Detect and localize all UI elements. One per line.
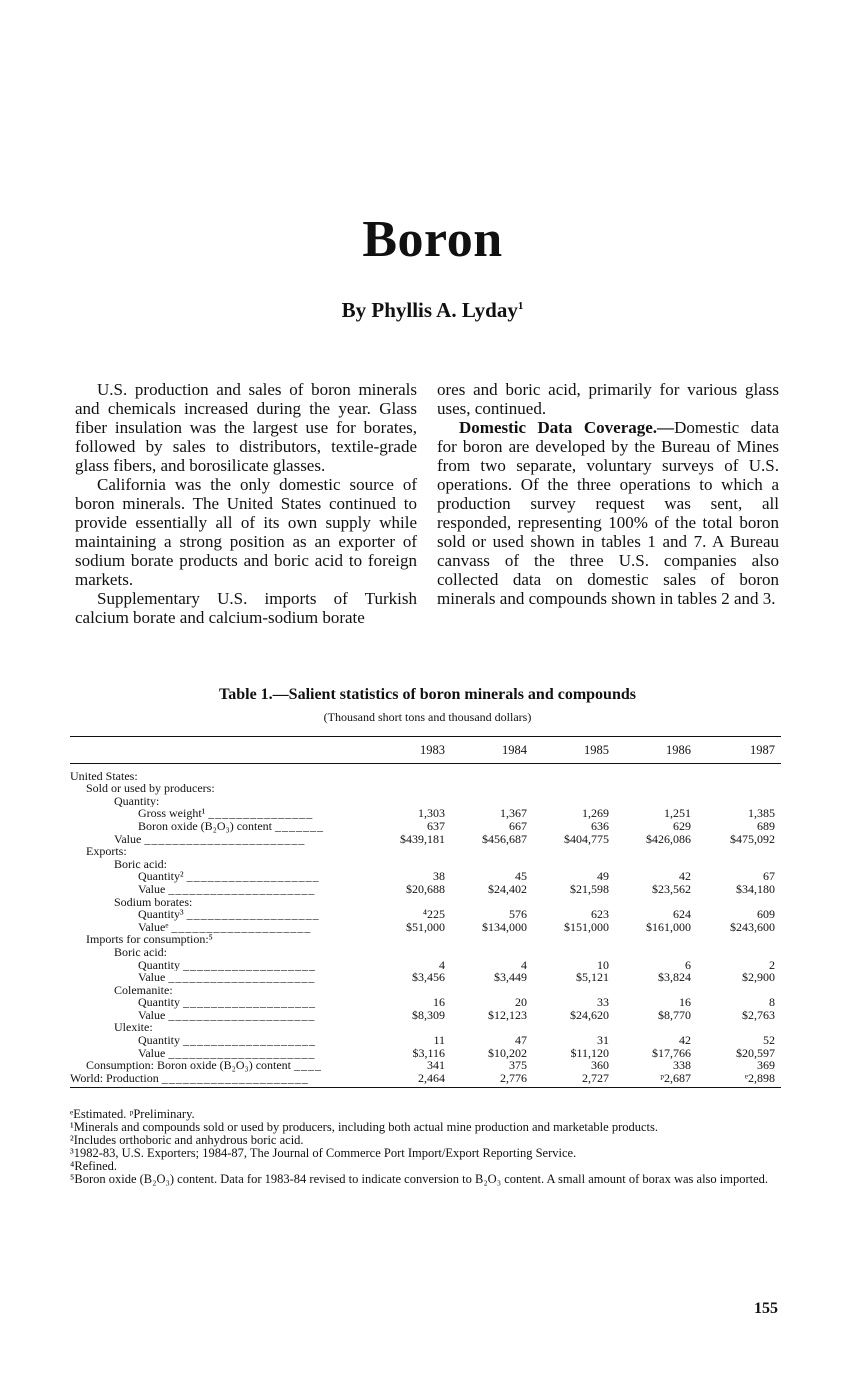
value-cell <box>451 763 533 782</box>
value-cell: 47 <box>515 1033 527 1048</box>
value-cell: $3,824 <box>658 970 691 985</box>
header-year: 1986 <box>615 737 697 764</box>
paragraph-domestic-source: California was the only domestic source of boron minerals. The United States continued to provide essentially all of its own supply while maintaining a strong position as an exporter of sodium borate products and boric acid to foreign markets. <box>75 475 417 589</box>
footnote: ⁵Boron oxide (B₂O₃) content. Data for 1983-84 revised to indicate conversion to B₂O₃ content. A small amount of borax was also imported. <box>70 1172 769 1186</box>
row-label-cell <box>70 1072 371 1088</box>
value-cell: 341 <box>427 1058 445 1073</box>
leader-dots: ___________________ <box>186 908 320 921</box>
value-cell: $20,597 <box>736 1045 775 1060</box>
row-label-cell <box>70 795 371 808</box>
paragraph-production: U.S. production and sales of boron minerals and chemicals increased during the year. Glass fiber insulation was the largest use for borates, followed by sales to distributors, textile-grade glass fibers, and borosilicate glasses. <box>75 380 417 475</box>
value-cell: 33 <box>597 995 609 1010</box>
leader-dots: _____________________ <box>168 1046 316 1060</box>
row-label: Sold or used by producers: <box>86 782 215 795</box>
value-cell <box>371 763 451 782</box>
value-cell <box>697 782 781 795</box>
value-cell <box>697 933 781 946</box>
table-row <box>70 984 781 997</box>
row-label-cell <box>70 984 371 997</box>
leader-dots: ___________________ <box>183 996 316 1009</box>
value-cell <box>533 933 615 946</box>
value-cell <box>615 782 697 795</box>
value-cell <box>533 845 615 858</box>
row-label: Boric acid: <box>114 857 167 871</box>
row-label-cell <box>70 1047 371 1060</box>
value-cell <box>451 946 533 959</box>
leader-dots: _____________________ <box>161 1071 309 1085</box>
value-cell: $2,900 <box>742 970 775 985</box>
table-row <box>70 921 781 934</box>
value-cell <box>697 845 781 858</box>
row-label: Value <box>114 832 142 846</box>
value-cell: 1,385 <box>748 806 775 821</box>
row-label-cell <box>70 959 371 972</box>
leader-dots: ____________________ <box>171 920 312 934</box>
value-cell: $34,180 <box>736 881 775 896</box>
row-label: Ulexite: <box>114 1021 153 1035</box>
value-cell <box>371 782 451 795</box>
table-row <box>70 833 781 846</box>
value-cell: 49 <box>597 869 609 884</box>
value-cell: 667 <box>509 818 527 833</box>
leader-dots: _______ <box>275 819 325 833</box>
value-cell: ᵖ2,687 <box>615 1072 697 1088</box>
table-row <box>70 971 781 984</box>
header-year: 1983 <box>371 737 451 764</box>
value-cell: $151,000 <box>564 919 609 934</box>
value-cell: 2,776 <box>451 1072 533 1088</box>
leader-dots: ___________________ <box>183 958 316 972</box>
value-cell <box>533 782 615 795</box>
table-row <box>70 996 781 1009</box>
leader-dots: _____________________ <box>168 1008 316 1022</box>
table-row <box>70 1009 781 1022</box>
value-cell <box>533 946 615 959</box>
value-cell: $426,086 <box>646 831 691 846</box>
data-coverage-heading: Domestic Data Coverage.— <box>459 418 675 437</box>
value-cell: 2 <box>769 957 775 972</box>
value-cell: $21,598 <box>570 881 609 896</box>
page-number: 155 <box>754 1300 778 1317</box>
row-label: Imports for consumption:⁵ <box>86 933 213 946</box>
header-year: 1984 <box>451 737 533 764</box>
row-label: Quantity <box>138 1034 180 1047</box>
value-cell <box>451 782 533 795</box>
value-cell <box>371 946 451 959</box>
value-cell: 360 <box>591 1058 609 1073</box>
row-label-cell <box>70 763 371 782</box>
value-cell: 637 <box>427 818 445 833</box>
row-label-cell <box>70 933 371 946</box>
leader-dots: ___________________ <box>186 870 320 883</box>
row-label-cell <box>70 971 371 984</box>
value-cell <box>451 845 533 858</box>
value-cell: $24,402 <box>488 881 527 896</box>
table-row <box>70 820 781 833</box>
value-cell: 67 <box>763 869 775 884</box>
value-cell: ᵉ2,898 <box>697 1072 781 1088</box>
value-cell: 20 <box>515 995 527 1010</box>
value-cell <box>697 763 781 782</box>
value-cell: $12,123 <box>488 1007 527 1022</box>
row-label: Quantity³ <box>138 908 184 921</box>
chapter-title: Boron <box>362 211 503 268</box>
paragraph-data-coverage <box>437 418 779 608</box>
row-label-cell <box>70 896 371 909</box>
value-cell: 8 <box>769 995 775 1010</box>
row-label-cell <box>70 883 371 896</box>
value-cell: 629 <box>673 818 691 833</box>
value-cell: $11,120 <box>570 1045 609 1060</box>
leader-dots: ____ <box>294 1059 323 1072</box>
value-cell <box>533 763 615 782</box>
header-label-cell <box>70 737 371 764</box>
value-cell: $5,121 <box>576 970 609 985</box>
value-cell: 609 <box>757 907 775 922</box>
value-cell: $243,600 <box>730 919 775 934</box>
value-cell: 16 <box>433 995 445 1010</box>
table-row <box>70 782 781 795</box>
row-label-cell <box>70 807 371 820</box>
footnote: ¹Minerals and compounds sold or used by producers, including both actual mine production and marketable products. <box>70 1120 658 1134</box>
value-cell: 42 <box>679 1033 691 1048</box>
value-cell: 338 <box>673 1058 691 1073</box>
value-cell: $161,000 <box>646 919 691 934</box>
value-cell: $51,000 <box>406 919 445 934</box>
value-cell: $3,449 <box>494 970 527 985</box>
value-cell <box>451 933 533 946</box>
footnote: ²Includes orthoboric and anhydrous boric acid. <box>70 1133 304 1147</box>
row-label: World: Production <box>70 1071 159 1085</box>
leader-dots: ___________________ <box>183 1034 316 1047</box>
table-subtitle: (Thousand short tons and thousand dollars) <box>323 710 532 724</box>
row-label-cell <box>70 845 371 858</box>
value-cell <box>615 845 697 858</box>
row-label-cell <box>70 996 371 1009</box>
row-label-cell <box>70 1009 371 1022</box>
table-row <box>70 1034 781 1047</box>
value-cell: ⁴225 <box>422 907 445 922</box>
left-text-column <box>75 380 417 627</box>
row-label-cell <box>70 858 371 871</box>
value-cell <box>615 763 697 782</box>
row-label-cell <box>70 820 371 833</box>
row-label: Gross weight¹ <box>138 807 206 820</box>
value-cell: 52 <box>763 1033 775 1048</box>
row-label: Sodium borates: <box>114 895 193 909</box>
value-cell <box>615 933 697 946</box>
value-cell: 42 <box>679 869 691 884</box>
value-cell <box>371 933 451 946</box>
row-label: Quantity² <box>138 870 184 883</box>
row-label: United States: <box>70 768 138 783</box>
table-row <box>70 883 781 896</box>
value-cell: 2,464 <box>371 1072 451 1088</box>
row-label-cell <box>70 1059 371 1072</box>
value-cell: 4 <box>521 957 527 972</box>
table-title: Table 1.—Salient statistics of boron minerals and compounds <box>219 686 636 703</box>
table-row <box>70 946 781 959</box>
row-label: Value <box>138 971 166 984</box>
value-cell: $2,763 <box>742 1007 775 1022</box>
row-label: Quantity <box>138 996 180 1009</box>
value-cell: $23,562 <box>652 881 691 896</box>
value-cell: 623 <box>591 907 609 922</box>
value-cell: 4 <box>439 957 445 972</box>
value-cell: $475,092 <box>730 831 775 846</box>
row-label: Boric acid: <box>114 945 167 959</box>
value-cell: 6 <box>685 957 691 972</box>
header-year: 1985 <box>533 737 615 764</box>
value-cell <box>697 946 781 959</box>
author-byline <box>0 298 850 323</box>
table-row <box>70 908 781 921</box>
value-cell: 31 <box>597 1033 609 1048</box>
table-row <box>70 1021 781 1034</box>
value-cell <box>371 845 451 858</box>
value-cell: 1,367 <box>500 806 527 821</box>
table-row <box>70 1059 781 1072</box>
table-header-row <box>70 737 781 764</box>
value-cell: $20,688 <box>406 881 445 896</box>
value-cell: $24,620 <box>570 1007 609 1022</box>
footnote: ³1982-83, U.S. Exporters; 1984-87, The Journal of Commerce Port Import/Export Reporting Service. <box>70 1146 577 1160</box>
value-cell: 1,269 <box>582 806 609 821</box>
value-cell <box>615 946 697 959</box>
value-cell: $3,456 <box>412 970 445 985</box>
row-label-cell <box>70 1034 371 1047</box>
row-label-cell <box>70 833 371 846</box>
value-cell: $10,202 <box>488 1045 527 1060</box>
row-label: Boron oxide (B₂O₃) content <box>138 819 273 833</box>
row-label: Value <box>138 1046 166 1060</box>
paragraph-imports-continued: ores and boric acid, primarily for various glass uses, continued. <box>437 380 779 418</box>
table-row <box>70 845 781 858</box>
value-cell: 1,251 <box>664 806 691 821</box>
value-cell: 10 <box>597 957 609 972</box>
value-cell: 636 <box>591 818 609 833</box>
row-label: Value <box>138 1008 166 1022</box>
row-label-cell <box>70 908 371 921</box>
leader-dots: _____________________ <box>168 882 316 896</box>
row-label-cell <box>70 921 371 934</box>
paragraph-imports: Supplementary U.S. imports of Turkish calcium borate and calcium-sodium borate <box>75 589 417 627</box>
value-cell: 375 <box>509 1058 527 1073</box>
row-label-cell <box>70 870 371 883</box>
value-cell: $456,687 <box>482 831 527 846</box>
leader-dots: _____________________ <box>168 971 316 984</box>
value-cell: $134,000 <box>482 919 527 934</box>
table-body <box>70 763 781 1088</box>
value-cell: 16 <box>679 995 691 1010</box>
value-cell: 38 <box>433 869 445 884</box>
value-cell: 369 <box>757 1058 775 1073</box>
value-cell: $8,309 <box>412 1007 445 1022</box>
row-label: Consumption: Boron oxide (B₂O₃) content <box>86 1059 292 1072</box>
row-label: Quantity: <box>114 794 160 808</box>
author-footnote-mark: 1 <box>517 300 524 312</box>
author-name: By Phyllis A. Lyday <box>341 298 518 322</box>
value-cell: 576 <box>509 907 527 922</box>
value-cell: $3,116 <box>412 1045 445 1060</box>
value-cell: 689 <box>757 818 775 833</box>
table-row <box>70 1072 781 1088</box>
row-label: Valueᵉ <box>138 920 169 934</box>
value-cell: $17,766 <box>652 1045 691 1060</box>
footnote: ᵉEstimated. ᵖPreliminary. <box>70 1107 195 1121</box>
value-cell: $404,775 <box>564 831 609 846</box>
row-label: Quantity <box>138 958 180 972</box>
row-label-cell <box>70 782 371 795</box>
leader-dots: _______________ <box>208 807 314 820</box>
data-coverage-text: Domestic data for boron are developed by the Bureau of Mines from two separate, voluntary surveys of U.S. operations. Of the three operations to which a production survey request was sent, all responded, representing 100% of the total boron sold or used shown in tables 1 and 7. A Bureau canvass of the three U.S. companies also collected data on domestic sales of boron minerals and compounds shown in tables 2 and 3. <box>437 418 779 608</box>
right-text-column <box>437 380 779 608</box>
table-footnotes <box>70 1108 782 1186</box>
row-label-cell <box>70 946 371 959</box>
row-label: Exports: <box>86 845 127 858</box>
header-year: 1987 <box>697 737 781 764</box>
value-cell: 624 <box>673 907 691 922</box>
row-label: Value <box>138 882 166 896</box>
row-label: Colemanite: <box>114 983 173 997</box>
value-cell: 1,303 <box>418 806 445 821</box>
value-cell: 11 <box>433 1033 445 1048</box>
table-row <box>70 763 781 782</box>
value-cell: 45 <box>515 869 527 884</box>
table-row <box>70 858 781 871</box>
row-label-cell <box>70 1021 371 1034</box>
table-row <box>70 933 781 946</box>
salient-statistics-table <box>70 736 781 1088</box>
footnote: ⁴Refined. <box>70 1159 118 1173</box>
value-cell: $8,770 <box>658 1007 691 1022</box>
value-cell: $439,181 <box>400 831 445 846</box>
value-cell: 2,727 <box>533 1072 615 1088</box>
leader-dots: _______________________ <box>144 832 306 846</box>
